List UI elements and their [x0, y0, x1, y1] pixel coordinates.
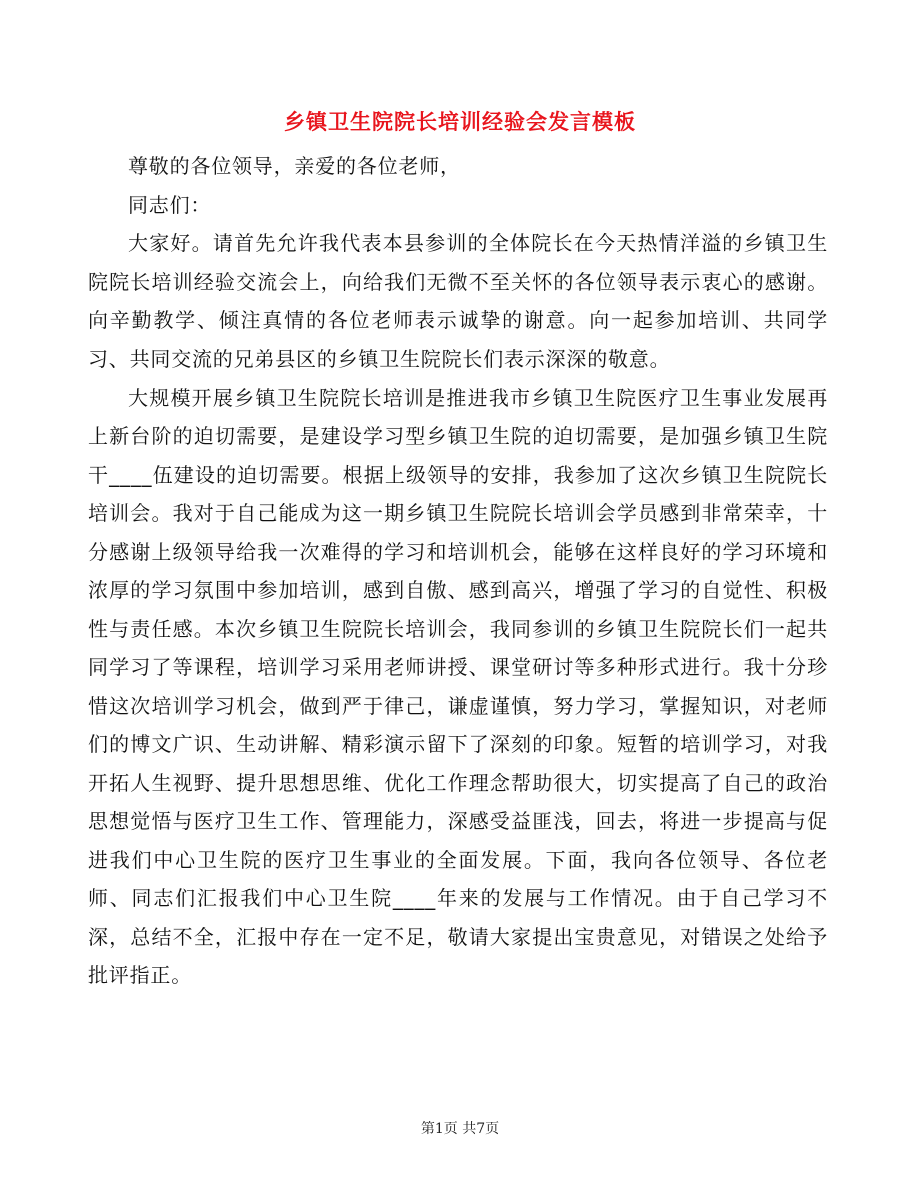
- document-title: 乡镇卫生院院长培训经验会发言模板: [284, 110, 636, 134]
- document-body: [88, 147, 828, 995]
- greeting-paragraph: 同志们：: [128, 192, 212, 217]
- salutation-paragraph: 尊敬的各位领导，亲爱的各位老师，: [128, 154, 461, 178]
- main-paragraph: 大规模开展乡镇卫生院院长培训是推进我市乡镇卫生院医疗卫生事业发展再上新台阶的迫切需要，是建设学习型乡镇卫生院的迫切需要，是加强乡镇卫生院干____伍建设的迫切需要。根据上级领导的安排，我参加了这次乡镇卫生院院长培训会。我对于自己能成为这一期乡镇卫生院院长培训会学员感到非常荣幸，十分感谢上级领导给我一次难得的学习和培训机会，能够在这样良好的学习环境和浓厚的学习氛围中参加培训，感到自傲、感到高兴，增强了学习的自觉性、积极性与责任感。本次乡镇卫生院院长培训会，我同参训的乡镇卫生院院长们一起共同学习了等课程，培训学习采用老师讲授、课堂研讨等多种形式进行。我十分珍惜这次培训学习机会，做到严于律己，谦虚谨慎，努力学习，掌握知识，对老师们的博文广识、生动讲解、精彩演示留下了深刻的印象。短暂的培训学习，对我开拓人生视野、提升思想思维、优化工作理念帮助很大，切实提高了自己的政治思想觉悟与医疗卫生工作、管理能力，深感受益匪浅，回去，将进一步提高与促进我们中心卫生院的医疗卫生事业的全面发展。下面，我向各位领导、各位老师、同志们汇报我们中心卫生院____年来的发展与工作情况。由于自己学习不深，总结不全，汇报中存在一定不足，敬请大家提出宝贵意见，对错误之处给予批评指正。: [88, 385, 828, 988]
- page-number: 第1页 共7页: [420, 1121, 500, 1137]
- opening-paragraph: 大家好。请首先允许我代表本县参训的全体院长在今天热情洋溢的乡镇卫生院院长培训经验交流会上，向给我们无微不至关怀的各位领导表示衷心的感谢。向辛勤教学、倾注真情的各位老师表示诚挚的谢意。向一起参加培训、共同学习、共同交流的兄弟县区的乡镇卫生院院长们表示深深的敬意。: [88, 231, 828, 371]
